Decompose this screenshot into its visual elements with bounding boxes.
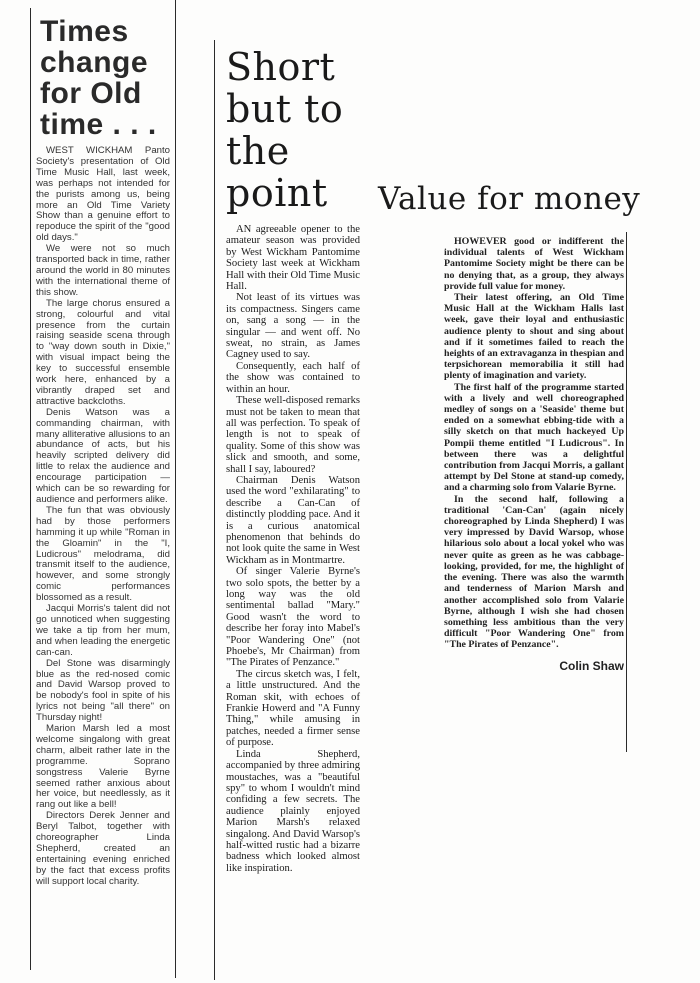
article-times-change bbox=[30, 8, 170, 968]
paragraph: Denis Watson was a commanding chairman, with many alliterative allusions to an abundance of acts, but his heavily scripted delivery did little to relax the audience and encourage participation — which can be so rewarding for audience and performers alike. bbox=[36, 406, 170, 505]
paragraph: Chairman Denis Watson used the word "exhilarating" to describe a Can-Can of distinctly plodding pace. And it is a curious anatomical phenomenon that behinds do not look quite the same in West Wickham as in Montmartre. bbox=[226, 474, 360, 566]
headline: Value for money bbox=[378, 181, 641, 217]
paragraph: Del Stone was disarmingly blue as the red-nosed comic and David Warsop proved to be nobody's fool in spite of his lyrics not being "all there" on Thursday night! bbox=[36, 657, 170, 724]
article-body bbox=[226, 224, 360, 874]
headline: Short but to the point bbox=[226, 45, 344, 215]
clipping-border-right-1 bbox=[175, 0, 176, 978]
headline: Times change for Old time . . . bbox=[40, 15, 157, 141]
article-body bbox=[444, 236, 624, 672]
paragraph: HOWEVER good or indifferent the individual talents of West Wickham Pantomime Society might be there can be no denying that, as a group, they always provide full value for money. bbox=[444, 236, 624, 292]
paragraph: These well-disposed remarks must not be taken to mean that all was perfection. To speak of length is not to speak of quality. Some of this show was slick and smooth, and some, shall I say, laboured? bbox=[226, 395, 360, 475]
paragraph: The circus sketch was, I felt, a little unstructured. And the Roman skit, with echoes of Frankie Howerd and "A Funny Thing," while amusing in patches, needed a firmer sense of purpose. bbox=[226, 668, 360, 749]
paragraph: Not least of its virtues was its compactness. Singers came on, sang a song — in the singular — and went off. No sweat, no strain, as James Cagney used to say. bbox=[226, 292, 360, 361]
paragraph: In the second half, following a traditional 'Can-Can' (again nicely choreographed by Linda Shepherd) I was very impressed by David Warsop, whose hilarious solo about a local yokel who was never quite as green as he was cabbage-looking, provided, for me, the highlight of the evening. There was also the warmth and tenderness of Marion Marsh and another accomplished solo from Valarie Byrne, although I wish she had chosen something less ambitious than the very difficult "Poor Wandering One" from "The Pirates of Penzance". bbox=[444, 493, 624, 651]
clipping-border-left-2 bbox=[214, 40, 215, 980]
byline: Colin Shaw bbox=[559, 658, 624, 673]
paragraph: The first half of the programme started with a lively and well choreographed medley of songs on a 'Seaside' theme but ended on a somewhat ebbing-tide with a silly sketch on that much hackeyed Up Pompii theme entitled "I Ludicrous". In between there was a delightful contribution from Jacqui Morris, a gallant attempt by Del Stone at stand-up comedy, and a charming solo from Valarie Byrne. bbox=[444, 381, 624, 494]
article-body bbox=[36, 146, 170, 888]
paragraph: The fun that was obviously had by those performers hamming it up while "Roman in the Gloamin" in the "I, Ludicrous" melodrama, did transmit itself to the audience, however, and some strongly comic performances blossomed as a result. bbox=[36, 504, 170, 604]
paragraph: We were not so much transported back in time, rather around the world in 80 minutes with the international theme of this show. bbox=[36, 243, 170, 298]
paragraph: Their latest offering, an Old Time Music Hall at the Wickham Halls last week, gave their loyal and enthusiastic audience plenty to shout and sing about and if it sometimes failed to reach the heights of an extravaganza in thespian and terpsichorean memorabilia it still had plenty of imagination and variety. bbox=[444, 292, 624, 382]
paragraph: Linda Shepherd, accompanied by three admiring moustaches, was a "beautiful spy" to whom I wouldn't mind confiding a few secrets. The audience plainly enjoyed Marion Marsh's relaxed singalong. And David Warsop's half-witted rustic had a bizarre badness which looked almost like inspiration. bbox=[226, 748, 360, 874]
paragraph: Directors Derek Jenner and Beryl Talbot, together with choreographer Linda Shepherd, created an entertaining evening enriched by the fact that excess profits will support local charity. bbox=[36, 810, 170, 887]
paragraph: WEST WICKHAM Panto Society's presentation of Old Time Music Hall, last week, was perhaps not intended for the purists among us, being more an Old Time Variety Show than a genuine effort to repoduce the spirit of the "good old days." bbox=[36, 145, 170, 244]
paragraph: Consequently, each half of the show was contained to within an hour. bbox=[226, 360, 360, 395]
paragraph: Marion Marsh led a most welcome singalong with great charm, albeit rather late in the programme. Soprano songstress Valerie Byrne seemed rather anxious about her voice, but needlessly, as it rang out like a bell! bbox=[36, 723, 170, 811]
paragraph: Jacqui Morris's talent did not go unnoticed when suggesting we take a tip from her mum, and when leading the energetic can-can. bbox=[36, 603, 170, 658]
paragraph: The large chorus ensured a strong, colourful and vital presence from the curtain raising seaside scena through to "way down south in Dixie," with visual impact being the key to successful ensemble work here, enhanced by a vibrantly draped set and attractive backcloths. bbox=[36, 297, 170, 407]
article-short-but-to-the-point bbox=[220, 46, 358, 976]
article-value-for-money bbox=[378, 180, 688, 740]
paragraph: AN agreeable opener to the amateur season was provided by West Wickham Pantomime Society last week at Wickham Hall with their Old Time Music Hall. bbox=[226, 224, 360, 293]
paragraph: Of singer Valerie Byrne's two solo spots, the better by a long way was the old sentimental ballad "Mary." Good wasn't the word to describe her foray into Mabel's "Poor Wandering One" (not Phoebe's, Mr Chairman) from "The Pirates of Penzance." bbox=[226, 566, 360, 669]
